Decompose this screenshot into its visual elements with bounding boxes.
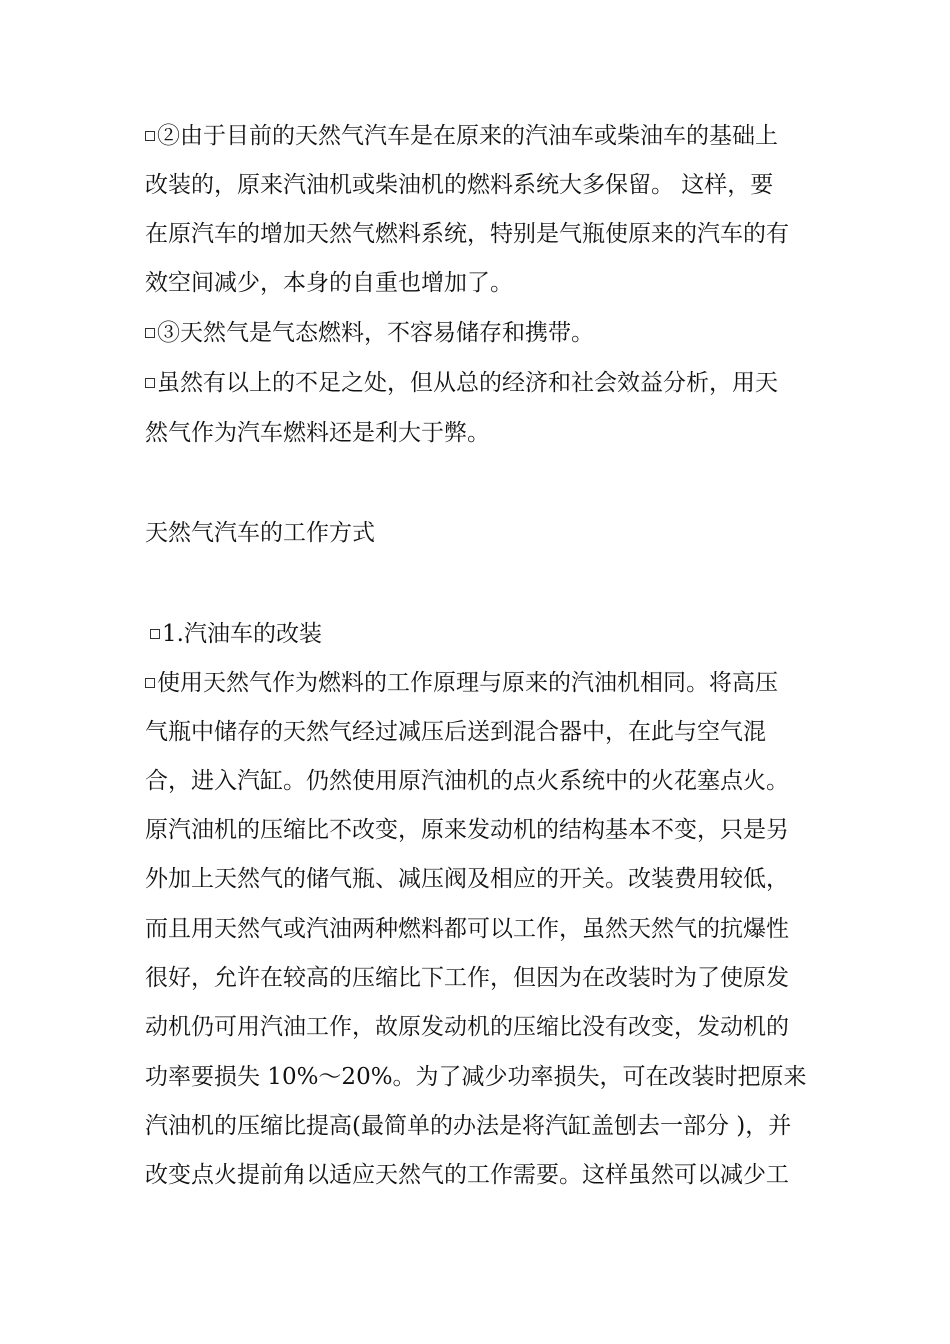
bullet-box-icon xyxy=(145,328,155,338)
text-line: 动机仍可用汽油工作，故原发动机的压缩比没有改变，发动机的 xyxy=(145,1014,789,1040)
text-line: 外加上天然气的储气瓶、减压阀及相应的开关。改装费用较低， xyxy=(145,866,789,892)
text-line: 而且用天然气或汽油两种燃料都可以工作，虽然天然气的抗爆性 xyxy=(145,916,789,942)
text-line: 效空间减少，本身的自重也增加了。 xyxy=(145,270,513,296)
text-line: 使用天然气作为燃料的工作原理与原来的汽油机相同。将高压 xyxy=(145,668,825,698)
section-heading: 天然气汽车的工作方式 xyxy=(145,520,375,546)
text-line: 改装的，原来汽油机或柴油机的燃料系统大多保留。 这样，要 xyxy=(145,172,774,198)
bullet-box-icon xyxy=(145,678,155,688)
text-line: ②由于目前的天然气汽车是在原来的汽油车或柴油车的基础上 xyxy=(145,121,825,151)
text-line: 然气作为汽车燃料还是利大于弊。 xyxy=(145,420,490,446)
text-line: 虽然有以上的不足之处，但从总的经济和社会效益分析，用天 xyxy=(145,368,825,398)
text-line: 合，进入汽缸。仍然使用原汽油机的点火系统中的火花塞点火。 xyxy=(145,768,789,794)
text-line: 改变点火提前角以适应天然气的工作需要。这样虽然可以减少工 xyxy=(145,1162,789,1188)
text-line: 原汽油机的压缩比不改变，原来发动机的结构基本不变，只是另 xyxy=(145,817,789,843)
text-line: 气瓶中储存的天然气经过减压后送到混合器中，在此与空气混 xyxy=(145,719,766,745)
text-line: 很好，允许在较高的压缩比下工作，但因为在改装时为了使原发 xyxy=(145,965,789,991)
bullet-box-icon xyxy=(145,131,155,141)
bullet-box-icon xyxy=(145,378,155,388)
text-line: 在原汽车的增加天然气燃料系统，特别是气瓶使原来的汽车的有 xyxy=(145,221,789,247)
subsection-heading: 1.汽油车的改装 xyxy=(150,619,830,649)
text-line: 汽油机的压缩比提高(最简单的办法是将汽缸盖刨去一部分 )，并 xyxy=(145,1113,792,1139)
text-line: ③天然气是气态燃料，不容易储存和携带。 xyxy=(145,318,825,348)
text-line: 功率要损失 10%～20%。为了减少功率损失，可在改装时把原来 xyxy=(145,1064,807,1090)
bullet-box-icon xyxy=(150,629,160,639)
